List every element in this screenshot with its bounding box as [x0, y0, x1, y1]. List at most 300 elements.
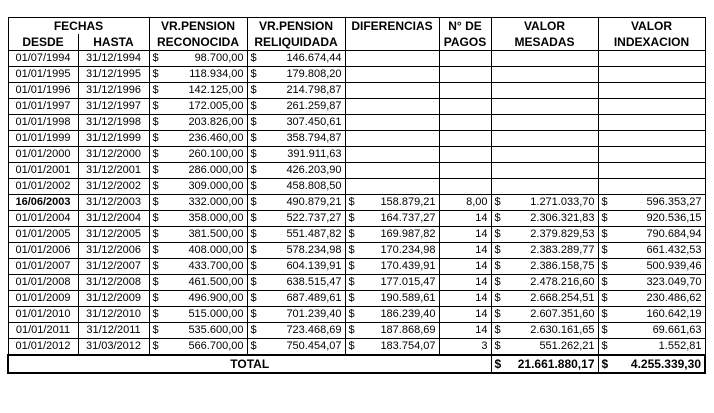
amount: 186.239,40: [380, 308, 436, 320]
header-valor-1: VALOR: [491, 18, 598, 35]
currency-symbol: $: [250, 260, 257, 272]
cell-hasta: 31/03/2012: [78, 339, 149, 356]
cell-reliquidada: [247, 195, 345, 211]
cell-indexacion: [598, 195, 705, 211]
amount: 790.684,94: [646, 228, 702, 240]
table-row: [8, 195, 705, 211]
currency-symbol: $: [494, 276, 501, 288]
cell-desde: 01/01/1997: [8, 99, 78, 115]
amount: 69.661,63: [652, 324, 702, 336]
cell-hasta: 31/12/1995: [78, 67, 149, 83]
cell-pagos: [439, 131, 491, 147]
cell-reconocida: [149, 275, 247, 291]
cell-pagos: [439, 179, 491, 195]
currency-symbol: $: [250, 308, 257, 320]
currency-symbol: $: [601, 308, 608, 320]
amount: 358.794,87: [286, 132, 342, 144]
currency-symbol: $: [152, 196, 159, 208]
currency-symbol: $: [494, 340, 501, 352]
cell-hasta: 31/12/2011: [78, 323, 149, 339]
cell-desde: 01/01/2010: [8, 307, 78, 323]
currency-symbol: $: [152, 244, 159, 256]
cell-hasta: 31/12/2010: [78, 307, 149, 323]
table-row: [8, 275, 705, 291]
amount: 261.259,87: [286, 100, 342, 112]
cell-indexacion: [598, 339, 705, 356]
amount: 638.515,47: [286, 276, 342, 288]
cell-reconocida: [149, 83, 247, 99]
currency-symbol: $: [152, 52, 159, 64]
cell-reconocida: [149, 211, 247, 227]
cell-pagos: [439, 99, 491, 115]
header-vr-pension-2: VR.PENSION: [247, 18, 345, 35]
cell-pagos: [439, 115, 491, 131]
header-empty: [345, 34, 439, 51]
cell-pagos: 14: [439, 307, 491, 323]
cell-indexacion: [598, 243, 705, 259]
cell-reliquidada: [247, 83, 345, 99]
cell-indexacion: [598, 323, 705, 339]
amount: 187.868,69: [380, 324, 436, 336]
cell-diferencias: [345, 51, 439, 67]
cell-diferencias: [345, 227, 439, 243]
cell-reconocida: [149, 115, 247, 131]
amount: 391.911,63: [287, 148, 342, 160]
cell-reconocida: [149, 51, 247, 67]
amount: 4.255.339,30: [630, 357, 701, 371]
cell-desde: 01/01/1999: [8, 131, 78, 147]
currency-symbol: $: [250, 244, 257, 256]
amount: 2.630.161,65: [530, 324, 595, 336]
currency-symbol: $: [152, 100, 159, 112]
amount: 170.234,98: [380, 244, 436, 256]
table-row: [8, 83, 705, 99]
cell-pagos: 14: [439, 291, 491, 307]
cell-indexacion: [598, 179, 705, 195]
currency-symbol: $: [152, 164, 159, 176]
cell-mesadas: [491, 163, 598, 179]
cell-pagos: [439, 147, 491, 163]
amount: 169.987,82: [380, 228, 436, 240]
cell-reconocida: [149, 131, 247, 147]
currency-symbol: $: [494, 308, 501, 320]
cell-hasta: 31/12/2000: [78, 147, 149, 163]
table-row: [8, 131, 705, 147]
amount: 426.203,90: [286, 164, 342, 176]
header-n-de: N° DE: [439, 18, 491, 35]
cell-mesadas: [491, 307, 598, 323]
cell-diferencias: [345, 275, 439, 291]
cell-hasta: 31/12/1997: [78, 99, 149, 115]
amount: 408.000,00: [188, 244, 244, 256]
cell-hasta: 31/12/2004: [78, 211, 149, 227]
amount: 381.500,00: [188, 228, 244, 240]
currency-symbol: $: [152, 148, 159, 160]
header-reconocida: RECONOCIDA: [149, 34, 247, 51]
cell-reliquidada: [247, 291, 345, 307]
amount: 286.000,00: [188, 164, 244, 176]
cell-indexacion: [598, 275, 705, 291]
cell-indexacion: [598, 291, 705, 307]
cell-pagos: 14: [439, 259, 491, 275]
cell-mesadas: [491, 179, 598, 195]
cell-reliquidada: [247, 147, 345, 163]
cell-indexacion: [598, 211, 705, 227]
cell-diferencias: [345, 99, 439, 115]
currency-symbol: $: [250, 68, 257, 80]
cell-diferencias: [345, 83, 439, 99]
cell-reconocida: [149, 179, 247, 195]
amount: 142.125,00: [188, 84, 244, 96]
cell-reliquidada: [247, 323, 345, 339]
cell-reconocida: [149, 291, 247, 307]
header-diferencias: DIFERENCIAS: [345, 18, 439, 35]
cell-pagos: 14: [439, 323, 491, 339]
table-row: [8, 115, 705, 131]
amount: 172.005,00: [188, 100, 244, 112]
amount: 490.879,21: [286, 196, 342, 208]
currency-symbol: $: [601, 340, 608, 352]
amount: 164.737,27: [380, 212, 436, 224]
amount: 461.500,00: [188, 276, 244, 288]
amount: 750.454,07: [286, 340, 342, 352]
cell-mesadas: [491, 275, 598, 291]
amount: 170.439,91: [380, 260, 436, 272]
currency-symbol: $: [601, 324, 608, 336]
amount: 307.450,61: [286, 116, 342, 128]
header-row-2: [8, 34, 705, 51]
cell-mesadas: [491, 131, 598, 147]
cell-indexacion: [598, 67, 705, 83]
cell-mesadas: [491, 195, 598, 211]
currency-symbol: $: [152, 228, 159, 240]
cell-reliquidada: [247, 67, 345, 83]
cell-hasta: 31/12/2003: [78, 195, 149, 211]
currency-symbol: $: [348, 228, 355, 240]
amount: 596.353,27: [646, 196, 702, 208]
cell-indexacion: [598, 147, 705, 163]
amount: 2.306.321,83: [530, 212, 595, 224]
amount: 723.468,69: [286, 324, 342, 336]
table-row: [8, 259, 705, 275]
amount: 332.000,00: [188, 196, 244, 208]
header-row-1: [8, 18, 705, 35]
currency-symbol: $: [152, 308, 159, 320]
amount: 535.600,00: [188, 324, 244, 336]
currency-symbol: $: [152, 276, 159, 288]
cell-reliquidada: [247, 99, 345, 115]
currency-symbol: $: [250, 180, 257, 192]
cell-reliquidada: [247, 51, 345, 67]
currency-symbol: $: [601, 244, 608, 256]
table-row: [8, 339, 705, 356]
cell-diferencias: [345, 195, 439, 211]
currency-symbol: $: [152, 324, 159, 336]
currency-symbol: $: [152, 84, 159, 96]
cell-diferencias: [345, 131, 439, 147]
header-pagos: PAGOS: [439, 34, 491, 51]
cell-reliquidada: [247, 307, 345, 323]
cell-pagos: [439, 67, 491, 83]
cell-reconocida: [149, 243, 247, 259]
currency-symbol: $: [250, 324, 257, 336]
currency-symbol: $: [152, 260, 159, 272]
cell-diferencias: [345, 179, 439, 195]
cell-desde: 01/01/1995: [8, 67, 78, 83]
cell-indexacion: [598, 51, 705, 67]
currency-symbol: $: [494, 196, 501, 208]
table-row: [8, 323, 705, 339]
cell-desde: 01/01/2008: [8, 275, 78, 291]
currency-symbol: $: [494, 228, 501, 240]
header-valor-2: VALOR: [598, 18, 705, 35]
amount: 661.432,53: [646, 244, 702, 256]
table-row: [8, 147, 705, 163]
table-row: [8, 211, 705, 227]
cell-desde: 01/01/2011: [8, 323, 78, 339]
table-row: [8, 243, 705, 259]
currency-symbol: $: [250, 116, 257, 128]
cell-reliquidada: [247, 179, 345, 195]
currency-symbol: $: [601, 228, 608, 240]
header-reliquidada: RELIQUIDADA: [247, 34, 345, 51]
currency-symbol: $: [250, 164, 257, 176]
currency-symbol: $: [348, 212, 355, 224]
cell-mesadas: [491, 227, 598, 243]
currency-symbol: $: [348, 292, 355, 304]
table-row: [8, 99, 705, 115]
pension-table: [7, 17, 706, 374]
cell-desde: 01/01/2012: [8, 339, 78, 356]
cell-reliquidada: [247, 275, 345, 291]
cell-desde: 01/01/1996: [8, 83, 78, 99]
amount: 358.000,00: [188, 212, 244, 224]
currency-symbol: $: [348, 260, 355, 272]
cell-diferencias: [345, 211, 439, 227]
table-row: [8, 227, 705, 243]
cell-mesadas: [491, 99, 598, 115]
cell-indexacion: [598, 115, 705, 131]
currency-symbol: $: [494, 212, 501, 224]
total-mesadas: [491, 355, 598, 373]
amount: 158.879,21: [380, 196, 436, 208]
currency-symbol: $: [348, 308, 355, 320]
cell-pagos: [439, 83, 491, 99]
currency-symbol: $: [494, 357, 502, 371]
cell-diferencias: [345, 307, 439, 323]
amount: 496.900,00: [188, 292, 244, 304]
cell-desde: 01/01/2004: [8, 211, 78, 227]
table-row: [8, 291, 705, 307]
amount: 604.139,91: [286, 260, 342, 272]
cell-hasta: 31/12/2002: [78, 179, 149, 195]
cell-diferencias: [345, 163, 439, 179]
amount: 2.379.829,53: [530, 228, 595, 240]
cell-reconocida: [149, 339, 247, 356]
amount: 920.536,15: [646, 212, 702, 224]
cell-desde: 01/01/2001: [8, 163, 78, 179]
currency-symbol: $: [601, 196, 608, 208]
cell-mesadas: [491, 83, 598, 99]
currency-symbol: $: [601, 260, 608, 272]
amount: 236.460,00: [188, 132, 244, 144]
amount: 458.808,50: [286, 180, 342, 192]
currency-symbol: $: [152, 212, 159, 224]
amount: 2.386.158,75: [530, 260, 595, 272]
currency-symbol: $: [348, 196, 355, 208]
cell-mesadas: [491, 67, 598, 83]
cell-reliquidada: [247, 115, 345, 131]
cell-reconocida: [149, 67, 247, 83]
amount: 566.700,00: [188, 340, 244, 352]
cell-desde: 01/01/2000: [8, 147, 78, 163]
amount: 500.939,46: [646, 260, 702, 272]
cell-mesadas: [491, 339, 598, 356]
cell-reconocida: [149, 163, 247, 179]
cell-hasta: 31/12/2008: [78, 275, 149, 291]
cell-reliquidada: [247, 163, 345, 179]
currency-symbol: $: [250, 148, 257, 160]
currency-symbol: $: [152, 292, 159, 304]
cell-desde: 01/01/1998: [8, 115, 78, 131]
amount: 687.489,61: [286, 292, 342, 304]
cell-hasta: 31/12/2006: [78, 243, 149, 259]
cell-hasta: 31/12/2005: [78, 227, 149, 243]
total-row: [8, 355, 705, 373]
amount: 323.049,70: [646, 276, 702, 288]
cell-reliquidada: [247, 211, 345, 227]
header-fechas: FECHAS: [8, 18, 149, 35]
cell-desde: 01/07/1994: [8, 51, 78, 67]
cell-reconocida: [149, 195, 247, 211]
currency-symbol: $: [250, 212, 257, 224]
cell-desde: 01/01/2006: [8, 243, 78, 259]
cell-mesadas: [491, 291, 598, 307]
amount: 2.478.216,60: [530, 276, 595, 288]
currency-symbol: $: [250, 276, 257, 288]
cell-indexacion: [598, 99, 705, 115]
cell-pagos: 3: [439, 339, 491, 356]
cell-pagos: 8,00: [439, 195, 491, 211]
cell-diferencias: [345, 339, 439, 356]
header-hasta: HASTA: [78, 34, 149, 51]
currency-symbol: $: [601, 292, 608, 304]
cell-indexacion: [598, 131, 705, 147]
amount: 522.737,27: [286, 212, 342, 224]
cell-mesadas: [491, 243, 598, 259]
cell-reconocida: [149, 259, 247, 275]
amount: 179.808,20: [286, 68, 342, 80]
amount: 515.000,00: [188, 308, 244, 320]
cell-reconocida: [149, 227, 247, 243]
amount: 551.262,21: [539, 340, 595, 352]
cell-reliquidada: [247, 339, 345, 356]
cell-diferencias: [345, 147, 439, 163]
cell-pagos: 14: [439, 211, 491, 227]
cell-desde: 01/01/2002: [8, 179, 78, 195]
amount: 118.934,00: [189, 68, 244, 80]
cell-diferencias: [345, 67, 439, 83]
cell-indexacion: [598, 307, 705, 323]
currency-symbol: $: [250, 84, 257, 96]
cell-diferencias: [345, 259, 439, 275]
cell-mesadas: [491, 51, 598, 67]
cell-hasta: 31/12/1999: [78, 131, 149, 147]
currency-symbol: $: [250, 292, 257, 304]
amount: 1.552,81: [658, 340, 702, 352]
table-row: [8, 307, 705, 323]
cell-reconocida: [149, 323, 247, 339]
amount: 701.239,40: [286, 308, 342, 320]
currency-symbol: $: [250, 52, 257, 64]
cell-pagos: 14: [439, 243, 491, 259]
currency-symbol: $: [348, 340, 355, 352]
currency-symbol: $: [250, 196, 257, 208]
cell-indexacion: [598, 227, 705, 243]
amount: 433.700,00: [188, 260, 244, 272]
amount: 146.674,44: [286, 52, 342, 64]
currency-symbol: $: [494, 324, 501, 336]
amount: 260.100,00: [188, 148, 244, 160]
amount: 21.661.880,17: [517, 357, 595, 371]
cell-hasta: 31/12/2001: [78, 163, 149, 179]
amount: 203.826,00: [188, 116, 244, 128]
table-row: [8, 179, 705, 195]
cell-reliquidada: [247, 259, 345, 275]
cell-mesadas: [491, 115, 598, 131]
header-mesadas: MESADAS: [491, 34, 598, 51]
currency-symbol: $: [348, 276, 355, 288]
currency-symbol: $: [601, 212, 608, 224]
currency-symbol: $: [152, 68, 159, 80]
currency-symbol: $: [348, 324, 355, 336]
currency-symbol: $: [152, 340, 159, 352]
cell-pagos: 14: [439, 275, 491, 291]
currency-symbol: $: [152, 180, 159, 192]
amount: 578.234,98: [286, 244, 342, 256]
header-desde: DESDE: [8, 34, 78, 51]
table-row: [8, 163, 705, 179]
cell-desde: 16/06/2003: [8, 195, 78, 211]
cell-indexacion: [598, 83, 705, 99]
amount: 2.383.289,77: [530, 244, 595, 256]
amount: 309.000,00: [188, 180, 244, 192]
cell-pagos: 14: [439, 227, 491, 243]
header-indexacion: INDEXACION: [598, 34, 705, 51]
header-vr-pension-1: VR.PENSION: [149, 18, 247, 35]
amount: 160.642,19: [646, 308, 702, 320]
table-row: [8, 51, 705, 67]
cell-reconocida: [149, 307, 247, 323]
cell-hasta: 31/12/2007: [78, 259, 149, 275]
cell-mesadas: [491, 323, 598, 339]
amount: 1.271.033,70: [530, 196, 595, 208]
cell-mesadas: [491, 259, 598, 275]
cell-pagos: [439, 163, 491, 179]
currency-symbol: $: [250, 340, 257, 352]
cell-hasta: 31/12/2009: [78, 291, 149, 307]
cell-desde: 01/01/2007: [8, 259, 78, 275]
cell-hasta: 31/12/1996: [78, 83, 149, 99]
currency-symbol: $: [250, 132, 257, 144]
cell-reconocida: [149, 99, 247, 115]
amount: 177.015,47: [380, 276, 436, 288]
amount: 98.700,00: [194, 52, 244, 64]
cell-indexacion: [598, 259, 705, 275]
cell-mesadas: [491, 147, 598, 163]
currency-symbol: $: [601, 357, 609, 371]
currency-symbol: $: [152, 132, 159, 144]
